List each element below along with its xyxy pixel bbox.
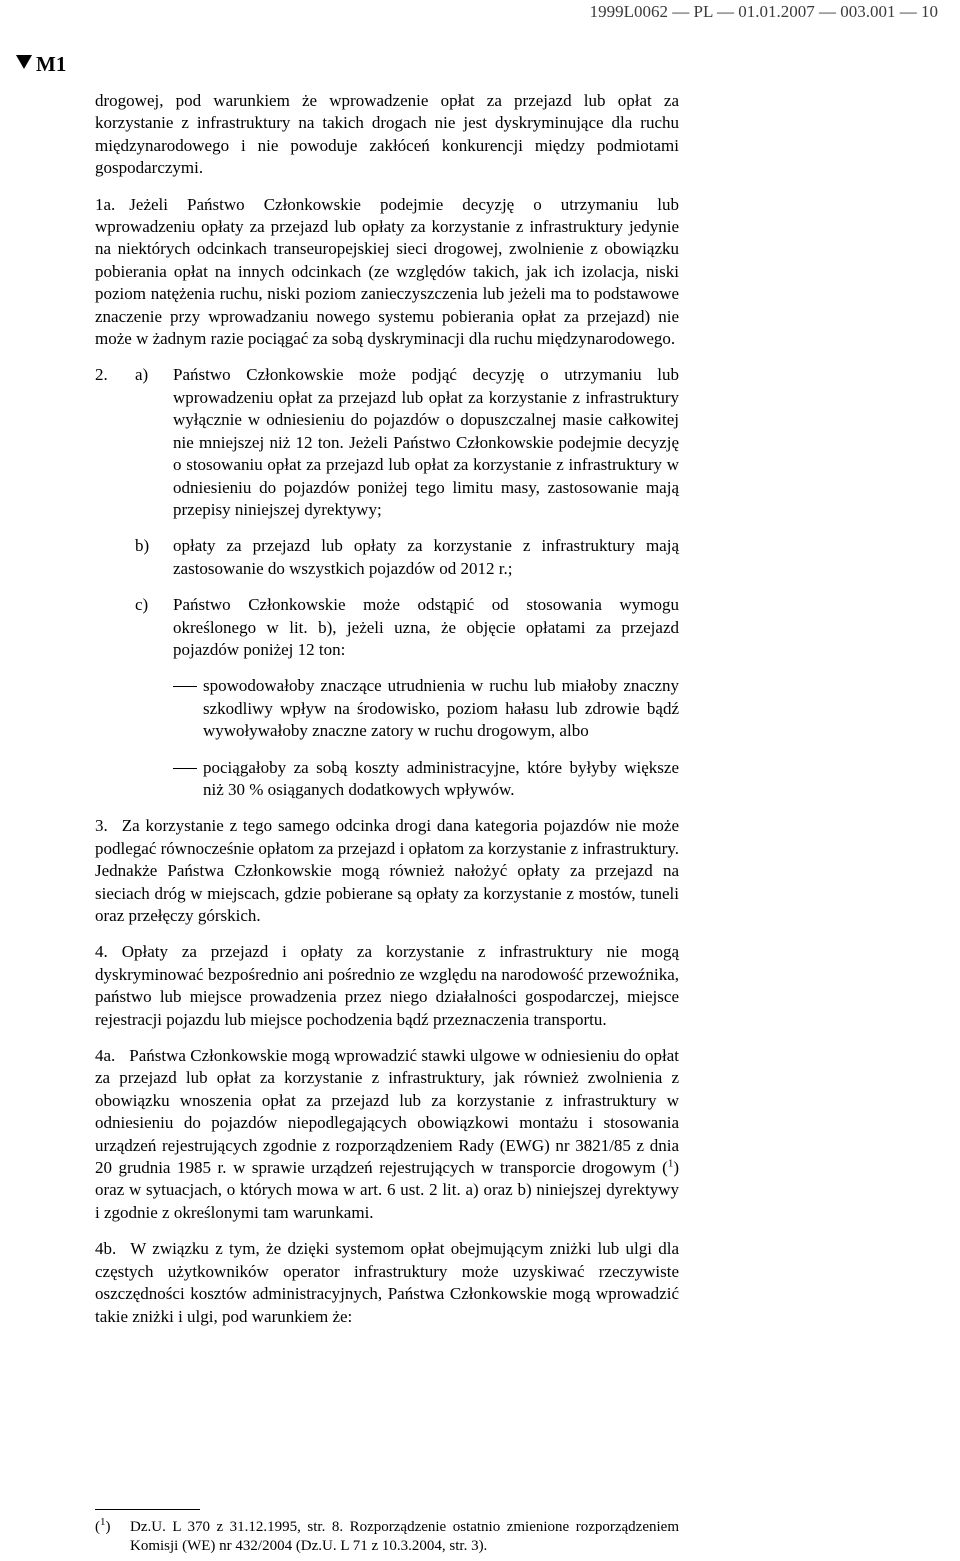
paragraph-1a (95, 194, 679, 351)
paragraph-text: Państwa Członkowskie mogą wprowadzić stawki ulgowe w odniesieniu do opłat za przejazd lub opłat za korzystanie z infrastruktury, jak również zwolnienia z obowiązku wnoszenia opłat za przejazd lub za korzystanie z infrastruktury w odniesieniu do pojazdów niepodlegających obowiązkowi montażu i stosowania urządzeń rejestrujących zgodnie z rozporządzeniem Rady (EWG) nr 3821/85 z dnia 20 grudnia 1985 r. w sprawie urządzeń rejestrujących w transporcie drogowym ( (95, 1046, 679, 1178)
paragraph-4a (95, 1045, 679, 1224)
paragraph-text: Opłaty za przejazd i opłaty za korzystanie z infrastruktury nie mogą dyskryminować bezpośrednio ani pośrednio ze względu na narodowość przewoźnika, państwo lub miejsce prowadzenia przez niego działalności gospodarczej, miejsce rejestracji pojazdu lub miejsce pochodzenia bądź przeznaczenia transportu. (95, 942, 679, 1029)
footnote (95, 1518, 679, 1556)
paragraph-2-item-c (135, 594, 679, 661)
paragraph-number: 4. (95, 942, 108, 962)
paragraph-text: Za korzystanie z tego samego odcinka drogi dana kategoria pojazdów nie może podlegać równocześnie opłatom za przejazd i opłatom za korzystanie z infrastruktury. Jednakże Państwa Członkowskie mogą również nałożyć opłaty za przejazd na sieciach dróg w miejscach, gdzie pobierane są opłaty za korzystanie z mostów, tuneli oraz przełęczy górskich. (95, 816, 679, 925)
item-label: c) (135, 595, 149, 615)
paragraph-number: 4a. (95, 1046, 116, 1066)
paragraph-text: W związku z tym, że dzięki systemom opłat obejmującym zniżki lub ulgi dla częstych użytkowników operator infrastruktury może uzyskiwać rzeczywiste oszczędności kosztów administracyjnych, Państwa Członkowskie mogą wprowadzić takie zniżki i ulgi, pod warunkiem że: (95, 1239, 679, 1326)
item-text: opłaty za przejazd lub opłaty za korzystanie z infrastruktury mają zastosowanie do wszystkich pojazdów od 2012 r.; (173, 536, 679, 578)
triangle-down-icon (16, 55, 32, 69)
dash-item-1 (173, 675, 679, 742)
item-text: Państwo Członkowskie może odstąpić od stosowania wymogu określonego w lit. b), jeżeli uzna, że objęcie opłatami za przejazd pojazdów poniżej 12 ton: (173, 595, 679, 659)
paragraph-number: 1a. (95, 194, 116, 214)
paragraph-text-continued: ) oraz w sytuacjach, o których mowa w art. 6 ust. 2 lit. a) oraz b) niniejszej dyrektywy i zgodnie z określonymi tam warunkami. (95, 1158, 679, 1222)
footnote-text: Dz.U. L 370 z 31.12.1995, str. 8. Rozporządzenie ostatnio zmienione rozporządzeniem Komisji (WE) nr 432/2004 (Dz.U. L 71 z 10.3.2004, str. 3). (130, 1519, 679, 1554)
paragraph-text: Jeżeli Państwo Członkowskie podejmie decyzję o utrzymaniu lub wprowadzeniu opłaty za przejazd lub opłaty za korzystanie z infrastruktury jedynie na niektórych odcinkach transeuropejskiej sieci drogowej, zwolnienie z obowiązku pobierania opłat na innych odcinkach (ze względów takich, jak ich izolacja, niski poziom natężenia ruchu, niski poziom zanieczyszczenia lub jeżeli ma to podstawowe znaczenie przy wprowadzaniu nowego systemu pobierania opłat za przejazd) nie może w żadnym razie pociągać za sobą dyskryminacji dla ruchu międzynarodowego. (95, 194, 679, 349)
paragraph-2-item-b (135, 535, 679, 580)
footnote-reference[interactable]: 1 (667, 1157, 674, 1170)
document-body (95, 90, 679, 1342)
paragraph-number: 2. (95, 365, 108, 385)
dash-item-text: spowodowałoby znaczące utrudnienia w ruchu lub miałoby znaczny szkodliwy wpływ na środowisko, poziom hałasu lub zdrowie bądź wywoływałoby znaczne zatory w ruchu drogowym, albo (203, 676, 679, 741)
paragraph-number: 4b. (95, 1239, 117, 1259)
item-label: b) (135, 536, 150, 556)
footnote-mark: ($^1$) (95, 1516, 111, 1535)
paragraph-4 (95, 941, 679, 1031)
dash-mark (173, 675, 203, 742)
paragraph-3 (95, 815, 679, 927)
footnote-number: 1 (100, 1516, 106, 1528)
footnote-divider (95, 1509, 200, 1510)
item-text: Państwo Członkowskie może podjąć decyzję o utrzymaniu lub wprowadzeniu opłat za przejazd lub opłat za korzystanie z infrastruktury wyłącznie w odniesieniu do pojazdów o dopuszczalnej masie całkowitej nie mniejszej niż 12 ton. Jeżeli Państwo Członkowskie podejmie decyzję o stosowaniu opłat za przejazd lub opłat za korzystanie z infrastruktury w odniesieniu do pojazdów poniżej tego limitu masy, zastosowanie mają przepisy niniejszej dyrektywy; (173, 365, 679, 519)
item-label: a) (135, 365, 149, 385)
document-reference-header: 1999L0062 — PL — 01.01.2007 — 003.001 — 10 (589, 2, 938, 21)
amendment-marker (16, 52, 66, 76)
amendment-marker-label: M1 (36, 52, 67, 76)
paragraph-2-item-a (95, 364, 679, 521)
dash-item-text: pociągałoby za sobą koszty administracyjne, które byłyby większe niż 30 % osiąganych dodatkowych wpływów. (203, 757, 679, 799)
paragraph-intro: drogowej, pod warunkiem że wprowadzenie opłat za przejazd lub opłat za korzystanie z infrastruktury na takich drogach nie jest dyskryminujące dla ruchu międzynarodowego i nie powoduje zakłóceń konkurencji między podmiotami gospodarczymi. (95, 91, 679, 178)
dash-mark (173, 757, 203, 802)
dash-item-2 (173, 757, 679, 802)
paragraph-4b (95, 1238, 679, 1328)
paragraph-number: 3. (95, 816, 108, 836)
